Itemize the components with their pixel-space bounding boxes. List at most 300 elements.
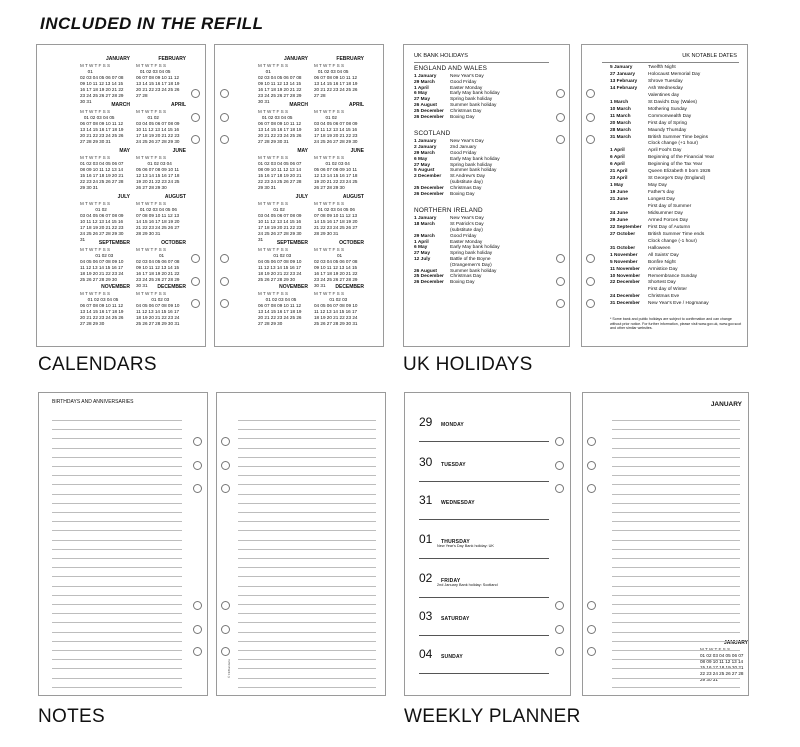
month-name: MARCH [111, 102, 130, 108]
binder-hole [555, 601, 564, 610]
binder-hole [191, 299, 200, 308]
ruled-line [52, 567, 182, 568]
notable-date: 11 March [610, 113, 631, 119]
holiday-name: Early May bank holiday [450, 156, 500, 162]
holiday-row [414, 280, 475, 286]
week-row: 01 02 [258, 207, 285, 212]
calendar-month [258, 194, 308, 243]
week-row: 11 12 13 14 15 16 17 [314, 309, 358, 314]
holiday-date: 29 March [414, 233, 435, 239]
holiday-row [414, 109, 481, 115]
weekday-header: M T W T F S S [80, 201, 111, 206]
notable-date: 5 January [610, 65, 633, 70]
binder-hole [193, 461, 202, 470]
notable-date: 10 March [610, 106, 631, 112]
holiday-date: 18 March [414, 222, 435, 228]
notable-date: 23 April [610, 176, 628, 182]
holiday-name: New Year's Day [450, 139, 484, 145]
month-name: FEBRUARY [336, 56, 364, 62]
ruled-line [612, 632, 740, 633]
ruled-line [238, 678, 376, 679]
notable-date: 21 June [610, 197, 628, 203]
notable-date-row [610, 72, 700, 78]
holiday-row [414, 251, 492, 257]
ruled-line [52, 466, 182, 467]
week-row: 11 12 13 14 15 16 17 [258, 265, 302, 270]
weekday-header: M T W T F S S [136, 201, 167, 206]
ruled-line [52, 549, 182, 550]
week-row: 01 02 03 04 05 [80, 115, 115, 120]
ruled-line [238, 420, 376, 421]
binder-hole [193, 625, 202, 634]
week-row: 06 07 08 09 10 11 12 [80, 121, 124, 126]
notable-name: Commonwealth Day [648, 113, 692, 119]
ruled-line [238, 438, 376, 439]
holiday-date: 25 December [414, 274, 444, 280]
notable-date: 20 March [610, 120, 631, 126]
notable-date-row [610, 176, 705, 182]
week-row: 01 02 03 04 05 [258, 297, 297, 302]
holiday-name: Good Friday [450, 79, 477, 85]
ruled-line [52, 687, 182, 688]
notable-date-row [610, 260, 676, 266]
holiday-row [414, 228, 483, 234]
week-row: 26 27 28 29 30 [136, 185, 167, 190]
month-name: OCTOBER [339, 240, 364, 246]
notable-date: 27 October [610, 231, 636, 237]
week-row: 02 03 04 05 06 07 08 [258, 75, 302, 80]
ruled-line [238, 668, 376, 669]
month-name: DECEMBER [157, 284, 186, 290]
week-row: 16 17 18 19 20 21 22 [136, 271, 180, 276]
holiday-name: Summer bank holiday [450, 103, 497, 108]
binder-hole [555, 484, 564, 493]
notable-name: First day of Summer [648, 204, 692, 209]
calendar-month [258, 102, 308, 145]
month-name: NOVEMBER [279, 284, 308, 290]
ruled-line [612, 466, 740, 467]
ruled-line [612, 576, 740, 577]
holiday-name: St Patrick's Day [450, 222, 484, 228]
weekday-header: M T W T F S S [314, 201, 345, 206]
notable-name: Bonfire Night [648, 259, 676, 265]
month-name: JANUARY [724, 640, 748, 646]
holiday-name: (Orangemen's Day) [450, 262, 492, 268]
holiday-date: 26 December [414, 114, 444, 120]
week-row: 25 26 27 28 29 30 [80, 277, 118, 282]
week-row: 13 14 15 16 17 18 19 [258, 127, 302, 132]
weekday-header: M T W T F S S [258, 247, 289, 252]
notable-date: 24 December [610, 294, 640, 300]
notable-date-row [610, 218, 688, 224]
ruled-line [612, 540, 740, 541]
week-row: 27 28 [314, 93, 326, 98]
notable-name: New Year's Eve / Hogmanay [648, 301, 709, 307]
binder-hole [556, 89, 565, 98]
notable-date: 1 May [610, 183, 624, 189]
notable-date-row [610, 86, 683, 92]
binder-hole [193, 484, 202, 493]
ruled-line [52, 521, 182, 522]
notable-date-row [610, 211, 683, 217]
holiday-name: Easter Monday [450, 85, 483, 91]
notable-date-row [610, 169, 710, 175]
region-heading: ENGLAND AND WALES [414, 65, 488, 72]
week-row: 16 17 18 19 20 21 22 [258, 87, 302, 92]
notable-name: St David's Day (Wales) [648, 99, 697, 105]
notable-name: Longest Day [648, 197, 675, 203]
ruled-line [612, 622, 740, 623]
day-divider [419, 673, 549, 674]
week-row: 13 14 15 16 17 18 19 [80, 127, 124, 132]
day-name: SATURDAY [441, 616, 470, 622]
weekday-header: M T W T F S S [80, 63, 111, 68]
day-note: 2nd January Bank holiday: Scotland [437, 583, 498, 587]
week-row: 30 31 [136, 283, 148, 288]
bank-holidays-page [403, 44, 570, 347]
calendar-month [136, 194, 186, 237]
weekday-header: M T W T F S S [314, 63, 345, 68]
ruled-line [52, 659, 182, 660]
notable-date-row [610, 253, 679, 259]
week-row: 01 02 [80, 207, 107, 212]
holiday-row [414, 115, 475, 121]
week-row: 10 11 12 13 14 15 16 [258, 219, 302, 224]
notable-name: Midsummer Day [648, 210, 683, 216]
notable-name: Remembrance Sunday [648, 273, 698, 279]
ruled-line [238, 641, 376, 642]
notable-date: 31 March [610, 134, 631, 140]
title-rule [414, 62, 549, 63]
holiday-name: Summer bank holiday [450, 268, 497, 274]
week-row: 18 19 20 21 22 23 24 [80, 271, 124, 276]
calendar-month [314, 240, 364, 289]
weekday-header: M T W T F S S [314, 247, 345, 252]
holiday-date: 27 May [414, 251, 430, 257]
week-row: 29 30 31 [700, 677, 718, 682]
week-row: 09 10 11 12 13 14 15 [136, 265, 180, 270]
ruled-line [238, 530, 376, 531]
holiday-date: 2 January [414, 145, 437, 151]
weekday-header: M T W T F S S [80, 247, 111, 252]
calendar-month [314, 56, 364, 99]
notable-dates-page [581, 44, 748, 347]
binder-hole [586, 277, 595, 286]
weekday-header: M T W T F S S [258, 63, 289, 68]
holiday-name: Early May bank holiday [450, 245, 500, 251]
week-row: 04 05 06 07 08 09 10 [80, 259, 124, 264]
ruled-line [52, 595, 182, 596]
holiday-name: 2nd January [450, 145, 477, 151]
binder-hole [193, 601, 202, 610]
notable-name: Halloween [648, 245, 671, 251]
holiday-name: Boxing Day [450, 280, 475, 286]
calendar-month [136, 56, 186, 99]
binder-hole [220, 89, 229, 98]
binder-hole [220, 113, 229, 122]
notable-date: 6 April [610, 155, 625, 161]
week-row: 25 26 27 28 29 30 31 [136, 321, 180, 326]
binder-hole [220, 277, 229, 286]
ruled-line [52, 420, 182, 421]
week-row: 17 18 19 20 21 22 23 [136, 133, 180, 138]
ruled-line [612, 613, 740, 614]
ruled-line [238, 659, 376, 660]
notable-date: 5 November [610, 259, 638, 265]
holiday-date: 1 April [414, 85, 429, 91]
notable-name: May Day [648, 183, 667, 189]
week-row: 02 03 04 05 06 07 08 [136, 259, 180, 264]
notable-name: Clock change (-1 hour) [648, 238, 697, 244]
week-row: 20 21 22 23 24 25 26 [258, 133, 302, 138]
month-name: MAY [297, 148, 308, 154]
notable-date-row [610, 274, 697, 280]
notable-date-row [610, 100, 697, 106]
week-row: 20 21 22 23 24 25 26 [314, 87, 358, 92]
week-row: 08 09 10 11 12 13 14 [700, 659, 744, 664]
weekday-header: M T W T F S S [314, 109, 345, 114]
binder-hole [556, 135, 565, 144]
week-row: 16 17 18 19 20 21 22 [314, 271, 358, 276]
ruled-line [52, 429, 182, 430]
weekday-header: M T W T F S S [136, 63, 167, 68]
notable-date-row [610, 190, 674, 196]
ruled-line [52, 475, 182, 476]
calendar-month [80, 240, 130, 283]
weekly-day [419, 645, 559, 663]
notable-name: Queen Elizabeth II born 1926 [648, 169, 711, 175]
week-row: 01 02 03 [136, 297, 170, 302]
week-row: 01 [136, 253, 165, 258]
week-row: 30 31 [258, 99, 270, 104]
holiday-row [414, 263, 492, 269]
holiday-name: (substitute day) [450, 228, 483, 233]
notable-date-row [610, 128, 686, 134]
week-row: 06 07 08 09 10 11 12 [136, 75, 180, 80]
week-row: 22 23 24 25 26 27 28 [258, 179, 302, 184]
week-row: 28 29 30 31 [136, 231, 161, 236]
month-name: JULY [295, 194, 308, 200]
holiday-date: 6 May [414, 245, 428, 251]
notable-name: Holocaust Memorial Day [648, 71, 701, 77]
ruled-line [238, 650, 376, 651]
day-name: FRIDAY [441, 578, 461, 584]
ruled-line [238, 586, 376, 587]
week-row: 27 28 29 30 [258, 321, 283, 326]
week-row: 21 22 23 24 25 26 27 [314, 225, 358, 230]
ruled-line [52, 668, 182, 669]
binder-hole [586, 113, 595, 122]
holiday-row [414, 234, 476, 240]
binder-hole [221, 625, 230, 634]
week-row: 10 11 12 13 14 15 16 [136, 127, 180, 132]
holiday-name: New Year's Day [450, 74, 484, 79]
ruled-line [238, 613, 376, 614]
week-row: 01 02 03 04 05 [258, 115, 293, 120]
notable-date-row [610, 107, 687, 113]
holiday-name: New Year's Day [450, 216, 484, 222]
weekday-header: M T W T F S S [700, 647, 731, 652]
week-row: 09 10 11 12 13 14 15 [80, 81, 124, 86]
weekly-day [419, 413, 559, 431]
holiday-row [414, 174, 485, 180]
week-row: 28 29 30 31 [314, 231, 339, 236]
week-row: 18 19 20 21 22 23 24 [314, 315, 358, 320]
day-name: WEDNESDAY [441, 500, 475, 506]
week-row: 31 [258, 237, 264, 242]
ruled-line [612, 438, 740, 439]
holiday-name: (substitute day) [450, 180, 483, 185]
ruled-line [612, 678, 740, 679]
holiday-row [414, 157, 500, 163]
week-row: 17 18 19 20 21 22 23 [314, 133, 358, 138]
holiday-date: 26 December [414, 191, 444, 197]
holiday-row [414, 74, 484, 80]
month-name: SEPTEMBER [98, 240, 130, 246]
month-name: DECEMBER [335, 284, 364, 290]
week-row: 10 11 12 13 14 15 16 [314, 127, 358, 132]
weekly-day [419, 453, 559, 471]
week-row: 01 02 03 04 05 06 [136, 207, 177, 212]
notable-date: 22 September [610, 224, 642, 230]
month-name: JANUARY [284, 56, 308, 62]
binder-hole [191, 254, 200, 263]
weekday-header: M T W T F S S [136, 247, 167, 252]
ruled-line [612, 567, 740, 568]
day-divider [419, 558, 549, 559]
week-row: 01 02 03 04 05 06 [314, 207, 355, 212]
week-row: 09 10 11 12 13 14 15 [314, 265, 358, 270]
week-row: 01 02 03 04 [314, 161, 350, 166]
holiday-name: Christmas Day [450, 185, 482, 191]
ruled-line [612, 429, 740, 430]
week-row: 24 25 26 27 28 29 30 [258, 231, 302, 236]
ruled-line [238, 475, 376, 476]
holiday-date: 25 December [414, 108, 444, 114]
ruled-line [52, 613, 182, 614]
month-name: JULY [117, 194, 130, 200]
notable-dates-footnote: * Some bank and public holidays are subject to confirmation and can change without prior notice. For further information, please visit www.gov.uk, www.gov.scot and other similar websites. [610, 317, 742, 331]
ruled-line [238, 558, 376, 559]
ruled-line [52, 494, 182, 495]
week-row: 19 20 21 22 23 24 25 [136, 179, 180, 184]
ruled-line [52, 512, 182, 513]
binder-hole [221, 437, 230, 446]
day-note: New Year's Day Bank holiday: UK [437, 544, 494, 548]
week-row: 27 28 29 30 31 [258, 139, 289, 144]
calendar-month [314, 148, 364, 191]
week-row: 04 05 06 07 08 09 10 [258, 259, 302, 264]
week-row: 06 07 08 09 10 11 12 [314, 75, 358, 80]
ruled-line [238, 576, 376, 577]
ruled-line [612, 530, 740, 531]
notable-date: 1 November [610, 252, 638, 258]
month-name: AUGUST [164, 194, 186, 200]
binder-hole [556, 299, 565, 308]
holiday-name: Spring bank holiday [450, 97, 493, 103]
week-row: 01 02 03 04 05 06 07 [80, 161, 124, 166]
binder-hole [587, 647, 596, 656]
ruled-line [238, 687, 376, 688]
holiday-name: Good Friday [450, 233, 477, 239]
ruled-line [52, 641, 182, 642]
calendar-month [80, 56, 130, 105]
week-row: 01 02 03 04 [136, 161, 172, 166]
binder-hole [191, 277, 200, 286]
week-row: 06 07 08 09 10 11 12 [258, 121, 302, 126]
ruled-line [612, 475, 740, 476]
week-row: 21 22 23 24 25 26 27 [136, 225, 180, 230]
day-divider [419, 519, 549, 520]
ruled-line [238, 466, 376, 467]
notable-date: 19 June [610, 190, 628, 196]
holiday-row [414, 151, 476, 157]
notable-name: Armistice Day [648, 266, 678, 272]
binder-hole [555, 437, 564, 446]
week-row: 18 19 20 21 22 23 24 [136, 315, 180, 320]
month-name: JUNE [172, 148, 186, 154]
day-divider [419, 481, 549, 482]
week-row: 27 28 [136, 93, 148, 98]
notable-name: Valentines day [648, 92, 680, 98]
ruled-line [52, 484, 182, 485]
day-divider [419, 441, 549, 442]
weekday-header: M T W T F S S [258, 155, 289, 160]
holiday-date: 1 April [414, 239, 429, 245]
ruled-line [612, 521, 740, 522]
day-number: 03 [419, 609, 433, 623]
calendar-month [314, 284, 364, 327]
binder-hole [555, 625, 564, 634]
week-row: 20 21 22 23 24 25 26 [80, 315, 124, 320]
ruled-line [52, 622, 182, 623]
ruled-line [612, 668, 740, 669]
ruled-line [52, 540, 182, 541]
holiday-date: 29 March [414, 151, 435, 156]
week-row: 29 30 31 [80, 185, 98, 190]
week-row: 25 26 27 28 29 30 [258, 277, 296, 282]
week-row: 17 18 19 20 21 22 23 [258, 225, 302, 230]
binder-hole [221, 647, 230, 656]
notable-date-row [610, 246, 670, 252]
ruled-line [612, 420, 740, 421]
ruled-line [612, 659, 740, 660]
week-row: 16 17 18 19 20 21 22 [80, 87, 124, 92]
day-divider [419, 635, 549, 636]
holiday-name: Spring bank holiday [450, 162, 493, 168]
holiday-row [414, 180, 483, 186]
notable-date-row [610, 114, 691, 120]
ruled-line [238, 567, 376, 568]
ruled-line [52, 457, 182, 458]
weekly-right-title: JANUARY [710, 401, 742, 408]
holiday-date: 12 July [414, 257, 431, 262]
ruled-line [238, 484, 376, 485]
binder-hole [586, 135, 595, 144]
notable-date-row [610, 301, 709, 307]
holiday-date: 25 December [414, 185, 444, 191]
notable-date: 31 October [610, 245, 636, 251]
week-row: 01 02 [314, 115, 337, 120]
week-row: 18 19 20 21 22 23 24 [258, 271, 302, 276]
notable-name: Beginning of the Tax Year [648, 162, 703, 168]
week-row: 01 02 03 [258, 253, 292, 258]
week-row: 13 14 15 16 17 18 19 [314, 81, 358, 86]
weekday-header: M T W T F S S [80, 291, 111, 296]
day-number: 04 [419, 647, 433, 661]
calendar-month [80, 102, 130, 145]
notable-date-row [610, 148, 681, 154]
